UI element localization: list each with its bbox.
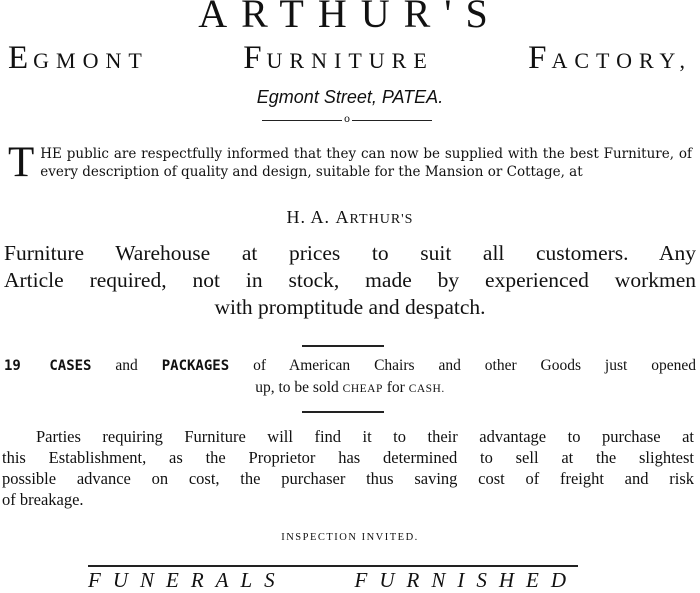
proprietor-name: H. A. ARTHUR'S: [286, 207, 414, 227]
subtitle-word-furniture: FURNITURE: [243, 40, 434, 76]
page-title: ARTHUR'S: [198, 0, 502, 36]
warehouse-line: Furniture Warehouse at prices to suit all customers. Any: [4, 241, 696, 265]
drop-cap: T: [8, 139, 35, 186]
footer-banner: [88, 568, 578, 593]
warehouse-statement: [4, 240, 696, 321]
footer-word: FUNERALS: [88, 568, 287, 592]
cases-line-2: up, to be sold CHEAP for CASH.: [255, 379, 445, 396]
intro-paragraph: [8, 139, 692, 186]
advantage-line: Parties requiring Furniture will find it to their advantage to purchase at: [36, 427, 694, 446]
footer-rule: [88, 565, 578, 567]
footer-word: FURNISHED: [354, 568, 578, 592]
ornamental-divider: o: [262, 113, 432, 127]
advantage-paragraph: [2, 426, 694, 510]
warehouse-line: Article required, not in stock, made by experienced workmen: [4, 268, 696, 292]
divider-rule: [302, 411, 384, 413]
warehouse-line: with promptitude and despatch.: [214, 295, 486, 319]
inspection-notice: INSPECTION INVITED.: [281, 532, 419, 543]
advantage-line: this Establishment, as the Proprietor has determined to sell at the slightest: [2, 448, 694, 467]
advantage-line: possible advance on cost, the purchaser thus saving cost of freight and risk: [2, 469, 694, 488]
divider-rule: [302, 345, 384, 347]
cases-line-1: 19 CASES and PACKAGES of American Chairs and other Goods just opened: [4, 357, 696, 374]
subtitle-word-factory: FACTORY,: [528, 40, 692, 76]
intro-text: HE public are respectfully informed that they can now be supplied with the best Furniture, of every description of quality and design, suitable for the Mansion or Cottage, at: [40, 146, 692, 180]
cases-notice: [4, 355, 696, 400]
subtitle: [8, 40, 692, 77]
advantage-line: of breakage.: [2, 490, 84, 509]
address: Egmont Street, PATEA.: [256, 87, 444, 107]
subtitle-word-egmont: EGMONT: [8, 40, 149, 76]
